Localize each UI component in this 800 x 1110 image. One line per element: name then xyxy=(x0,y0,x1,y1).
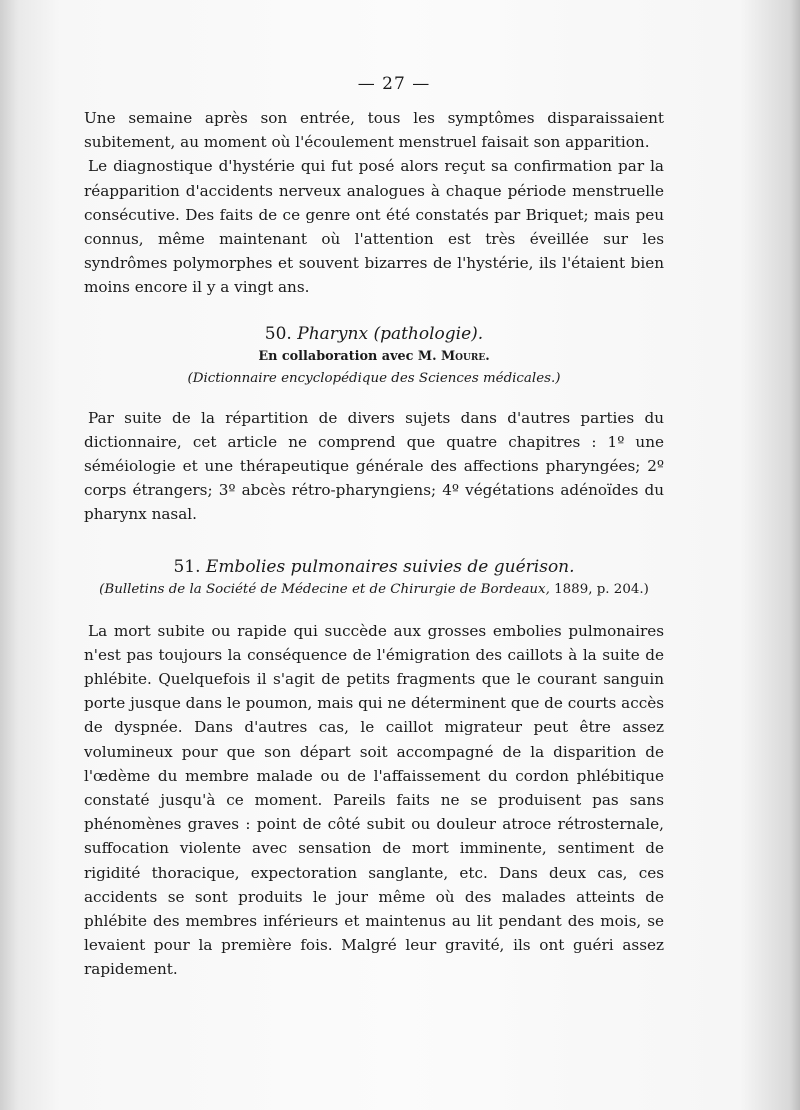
section-51-source-journal: (Bulletins de la Société de Médecine et de Chirurgie de Bordeaux, xyxy=(99,581,550,597)
section-51-number: 51. xyxy=(173,556,201,577)
section-51-body: La mort subite ou rapide qui succède aux grosses embolies pulmonaires n'est pas toujours la conséquence de l'émigration des caillots à la suite de phlébite. Quelquefois il s'agit de petits fragments que le courant sanguin porte jusque dans le poumon, mais qui ne déterminent que de courts accès de dyspnée. Dans d'autres cas, le caillot migrateur peut être assez volumineux pour que son départ soit accompagné de la disparition de l'œdème du membre malade ou de l'affaissement du cordon phlébitique constaté jusqu'à ce moment. Pareils faits ne se produisent pas sans phénomènes graves : point de côté subit ou douleur atroce rétrosternale, suffocation violente avec sensation de mort imminente, sentiment de rigidité thoracique, expectoration sanglante, etc. Dans deux cas, ces accidents se sont produits le jour même où des malades atteints de phlébite des membres inférieurs et maintenus au lit pendant des mois, se levaient pour la première fois. Malgré leur gravité, ils ont guéri assez rapidement. xyxy=(84,621,664,979)
page-content xyxy=(84,74,664,982)
section-51-title: Embolies pulmonaires suivies de guérison. xyxy=(205,556,575,577)
collaborator-name: Moure. xyxy=(441,348,490,364)
intro-paragraph-1: Une semaine après son entrée, tous les symptômes disparaissaient subitement, au moment où l'écoulement menstruel faisait son apparition. xyxy=(84,109,664,152)
section-51-source-year: 1889, p. 204.) xyxy=(549,581,649,597)
section-50-body: Par suite de la répartition de divers sujets dans d'autres parties du dictionnaire, cet article ne comprend que quatre chapitres : 1º une séméiologie et une thérapeutique générale des affections pharyngées; 2º corps étrangers; 3º abcès rétro-pharyngiens; 4º végétations adénoïdes du pharynx nasal. xyxy=(84,408,664,524)
section-50-title: Pharynx (pathologie). xyxy=(297,323,484,344)
section-50-heading xyxy=(84,322,664,346)
collaboration-prefix: En collaboration avec M. xyxy=(258,348,437,364)
intro-paragraph-2: Le diagnostique d'hystérie qui fut posé alors reçut sa confirmation par la réapparition d'accidents nerveux analogues à chaque période menstruelle consécutive. Des faits de ce genre ont été constatés par Briquet; mais peu connus, même maintenant où l'attention est très éveillée sur les syndrômes polymorphes et souvent bizarres de l'hystérie, ils l'étaient bien moins encore il y a vingt ans. xyxy=(84,157,664,297)
page-number: — 27 — xyxy=(357,74,431,94)
section-50-collaboration xyxy=(84,346,664,368)
section-51-heading xyxy=(84,555,664,579)
section-50-source: (Dictionnaire encyclopédique des Sciences médicales.) xyxy=(187,370,561,386)
section-50-number: 50. xyxy=(264,323,292,344)
section-51-source xyxy=(84,579,664,601)
